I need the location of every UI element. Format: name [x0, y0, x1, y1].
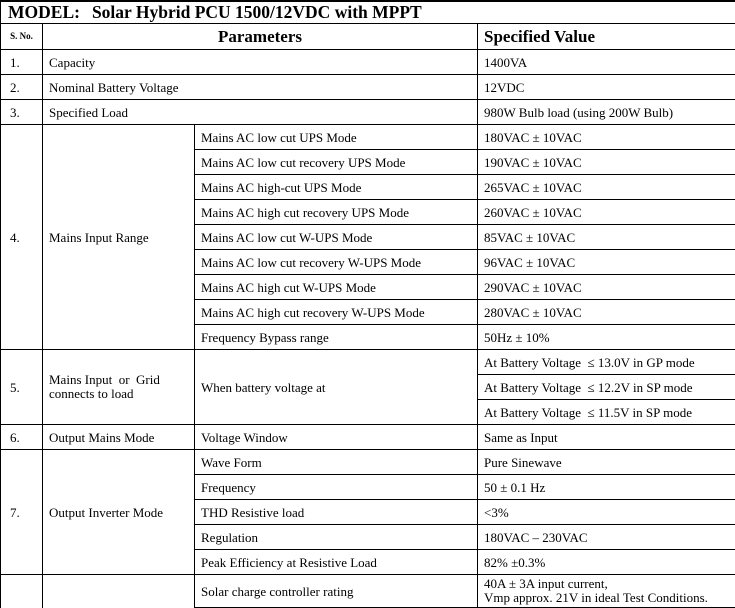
- row-value-line: Vmp approx. 21V in ideal Test Conditions.: [484, 590, 708, 605]
- row-parameter: Output Inverter Mode: [43, 450, 195, 575]
- header-parameters: Parameters: [43, 24, 478, 50]
- sub-parameter: Solar charge controller rating: [195, 575, 478, 608]
- table-row: [1, 450, 735, 475]
- table-row: [1, 350, 735, 375]
- row-sno: 3.: [1, 100, 43, 125]
- row-value: 980W Bulb load (using 200W Bulb): [478, 100, 735, 125]
- row-sno: 7.: [1, 450, 43, 575]
- row-parameter: Output Mains Mode: [43, 425, 195, 450]
- specification-table: [0, 1, 735, 608]
- row-sno: 6.: [1, 425, 43, 450]
- row-value: 280VAC ± 10VAC: [478, 300, 735, 325]
- row-value: 180VAC – 230VAC: [478, 525, 735, 550]
- row-value: 85VAC ± 10VAC: [478, 225, 735, 250]
- model-title-row: [1, 2, 735, 24]
- row-parameter: Nominal Battery Voltage: [43, 75, 478, 100]
- sub-parameter: Mains AC low cut recovery W-UPS Mode: [195, 250, 478, 275]
- sub-parameter: Mains AC low cut W-UPS Mode: [195, 225, 478, 250]
- row-value: 290VAC ± 10VAC: [478, 275, 735, 300]
- sub-parameter: Frequency: [195, 475, 478, 500]
- row-value: 12VDC: [478, 75, 735, 100]
- sub-parameter: Mains AC high cut recovery W-UPS Mode: [195, 300, 478, 325]
- row-value-line: 40A ± 3A input current,: [484, 576, 608, 591]
- sub-parameter: Mains AC low cut UPS Mode: [195, 125, 478, 150]
- model-title: [1, 2, 735, 24]
- row-sno: 2.: [1, 75, 43, 100]
- row-value: 260VAC ± 10VAC: [478, 200, 735, 225]
- row-value: 180VAC ± 10VAC: [478, 125, 735, 150]
- row-value: 265VAC ± 10VAC: [478, 175, 735, 200]
- table-row: [1, 425, 735, 450]
- sub-parameter: Frequency Bypass range: [195, 325, 478, 350]
- row-value: At Battery Voltage ≤ 11.5V in SP mode: [478, 400, 735, 425]
- row-value: 50Hz ± 10%: [478, 325, 735, 350]
- header-sno: S. No.: [1, 24, 43, 50]
- row-value: 96VAC ± 10VAC: [478, 250, 735, 275]
- model-label: MODEL:: [8, 2, 80, 22]
- sub-parameter: Mains AC low cut recovery UPS Mode: [195, 150, 478, 175]
- table-row: [1, 125, 735, 150]
- row-parameter: Mains Input Range: [43, 125, 195, 350]
- row-value: Same as Input: [478, 425, 735, 450]
- row-value: 1400VA: [478, 50, 735, 75]
- sub-parameter: Wave Form: [195, 450, 478, 475]
- table-top-edge: [0, 0, 735, 1]
- row-value: 50 ± 0.1 Hz: [478, 475, 735, 500]
- sub-parameter: THD Resistive load: [195, 500, 478, 525]
- row-sno: 1.: [1, 50, 43, 75]
- row-value: At Battery Voltage ≤ 13.0V in GP mode: [478, 350, 735, 375]
- sub-parameter: Mains AC high-cut UPS Mode: [195, 175, 478, 200]
- row-parameter-line: connects to load: [49, 386, 133, 401]
- header-row: [1, 24, 735, 50]
- table-row: [1, 75, 735, 100]
- row-value: <3%: [478, 500, 735, 525]
- row-value: 190VAC ± 10VAC: [478, 150, 735, 175]
- row-parameter: [43, 350, 195, 425]
- sub-parameter: Peak Efficiency at Resistive Load: [195, 550, 478, 575]
- model-name: Solar Hybrid PCU 1500/12VDC with MPPT: [92, 2, 422, 22]
- table-row: [1, 100, 735, 125]
- header-specified-value: Specified Value: [478, 24, 735, 50]
- sub-parameter: Voltage Window: [195, 425, 478, 450]
- row-value: At Battery Voltage ≤ 12.2V in SP mode: [478, 375, 735, 400]
- row-parameter: Specified Load: [43, 100, 478, 125]
- row-parameter: Capacity: [43, 50, 478, 75]
- row-sno: 5.: [1, 350, 43, 425]
- row-sno: 4.: [1, 125, 43, 350]
- sub-parameter: Regulation: [195, 525, 478, 550]
- row-value: 82% ±0.3%: [478, 550, 735, 575]
- sub-parameter: Mains AC high cut recovery UPS Mode: [195, 200, 478, 225]
- sub-parameter: When battery voltage at: [195, 350, 478, 425]
- row-value: Pure Sinewave: [478, 450, 735, 475]
- table-row: [1, 50, 735, 75]
- sub-parameter: Mains AC high cut W-UPS Mode: [195, 275, 478, 300]
- row-parameter-line: Mains Input or Grid: [49, 372, 160, 387]
